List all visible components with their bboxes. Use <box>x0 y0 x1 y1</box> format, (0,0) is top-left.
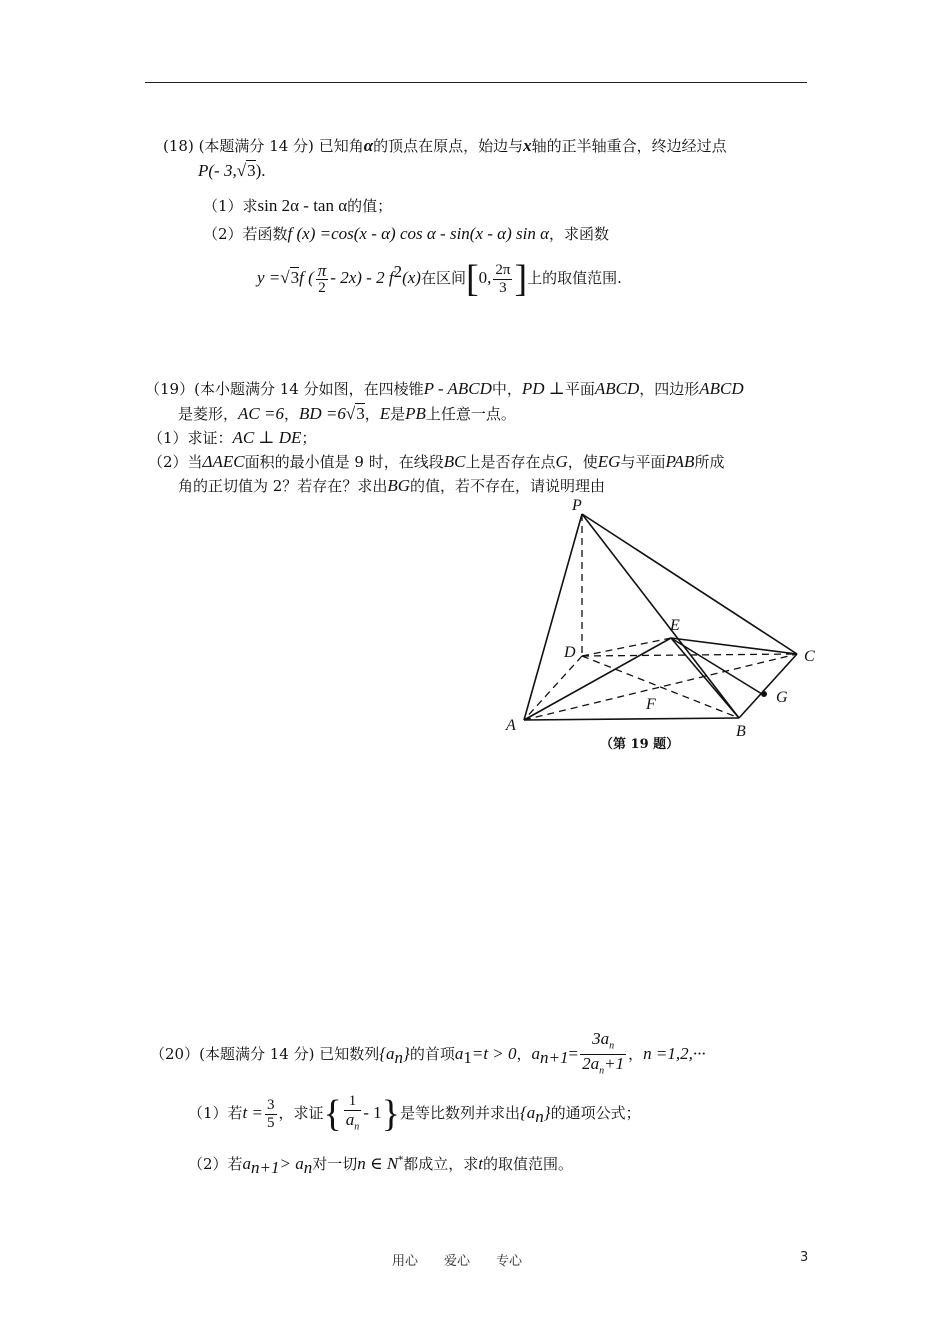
pyramid-figure <box>500 498 830 760</box>
q19-line-4 <box>178 476 605 496</box>
q19-text: 上任意一点。 <box>425 405 516 423</box>
three-fifths <box>265 1097 277 1132</box>
q20-eq: = <box>568 1043 579 1063</box>
q20-seq: {a <box>519 1103 536 1122</box>
q20-number: （20） <box>150 1044 200 1063</box>
q18-y-end: (x) <box>402 268 421 287</box>
page-number: 3 <box>800 1250 809 1265</box>
interval-start: 0, <box>478 268 492 287</box>
q19-expr: AC ⊥ DE <box>232 428 302 447</box>
frac-num: 3 <box>267 1096 275 1113</box>
q19-expr: ΔAEC <box>202 452 245 471</box>
q19-expr: ABCD <box>699 379 744 398</box>
q20-sub: 1 <box>463 1047 472 1067</box>
q18-y-sqrt: 3 <box>290 268 300 287</box>
q20-star: * <box>398 1155 404 1166</box>
q18-point-end: ). <box>255 161 266 180</box>
frac-num: 2π <box>495 261 511 278</box>
brace-left: { <box>323 1093 342 1135</box>
q18-y-f: f ( <box>299 268 314 287</box>
q19-text: 上是否存在点 <box>465 453 556 471</box>
q19-text: ， <box>283 405 299 423</box>
q20-text: 都成立，求 <box>403 1155 479 1173</box>
q20-sub: n+1 <box>540 1047 569 1067</box>
q20-t-var: t <box>478 1154 483 1173</box>
label-g: G <box>776 689 788 706</box>
q19-text: ； <box>301 429 317 447</box>
footer-motto: 用心 爱心 专心 <box>392 1254 523 1269</box>
frac-den-rest: +1 <box>604 1054 625 1074</box>
bracket-left: [ <box>465 258 479 300</box>
q20-line-1 <box>150 1030 706 1076</box>
q19-part1-label: （1）求证： <box>148 429 233 447</box>
q20-text: 对一切 <box>312 1155 358 1173</box>
q18-part1-label: （1）求 <box>203 197 258 215</box>
q20-minus-one: - 1 <box>363 1103 382 1122</box>
q20-text: 的首项 <box>409 1044 455 1063</box>
q19-expr: E <box>379 404 391 423</box>
q20-ineq: > a <box>279 1154 304 1173</box>
frac-den <box>344 1111 362 1135</box>
q20-text: 的取值范围。 <box>482 1155 573 1173</box>
q19-line-2: 是菱形，AC =6，BD =6√3，E是PB上任意一点。 <box>178 404 516 423</box>
q18-sq: 2 <box>393 262 403 281</box>
q20-sub: n <box>535 1107 544 1126</box>
q18-line-1 <box>163 136 727 156</box>
q20-a1: a <box>454 1043 464 1063</box>
frac-num-text: 3a <box>592 1029 610 1048</box>
label-a: A <box>506 717 516 734</box>
q20-sub: n <box>609 1040 615 1052</box>
q20-sub: n <box>303 1158 313 1177</box>
q18-part2-end: ，求函数 <box>549 225 610 243</box>
q20-seq: {a <box>379 1043 395 1063</box>
q20-seq-close: } <box>403 1043 410 1063</box>
q18-text: 的顶点在原点，始边与 <box>373 137 524 155</box>
q20-head: (本题满分 14 分) <box>199 1044 315 1063</box>
q20-part1-label: （1）若 <box>188 1104 243 1122</box>
q19-text: 面积的最小值是 9 时，在线段 <box>244 453 444 471</box>
q20-sub: n+1 <box>251 1158 280 1177</box>
frac-den-text: a <box>345 1109 355 1129</box>
q19-part2 <box>148 452 724 472</box>
q20-sub: n <box>599 1065 605 1077</box>
q18-text: 轴的正半轴重合，终边经过点 <box>531 137 727 155</box>
point-g-dot <box>761 691 767 697</box>
frac-den <box>580 1055 626 1079</box>
q18-number: (18) <box>163 137 194 155</box>
label-b: B <box>736 723 746 740</box>
q18-interval-text: 在区间 <box>420 269 466 287</box>
q19-text: ，使 <box>567 453 598 471</box>
q18-part1-expr: sin 2α - tan α <box>257 196 348 215</box>
pi-over-2 <box>316 262 329 297</box>
q19-expr: P - ABCD <box>423 379 492 398</box>
q20-seq-close: } <box>543 1103 551 1122</box>
frac-den: 5 <box>267 1114 275 1131</box>
header-rule <box>145 82 807 83</box>
q19-line-1 <box>145 379 744 399</box>
q20-a1-rest: =t > 0 <box>471 1043 517 1063</box>
q20-t: t = <box>242 1103 263 1122</box>
q19-part1 <box>148 428 316 448</box>
q19-text: 所成 <box>694 453 725 471</box>
q19-expr: AC =6 <box>238 404 284 423</box>
label-e: E <box>670 617 680 634</box>
q18-part1 <box>203 196 392 216</box>
q19-expr: PAB <box>665 452 695 471</box>
one-over-an <box>344 1093 362 1135</box>
q18-head: (本题满分 14 分) <box>198 137 314 155</box>
q20-sub: n <box>354 1121 360 1133</box>
q20-n-in: n ∈ N <box>357 1154 399 1173</box>
q18-point: P(- 3, <box>198 161 237 180</box>
q19-text: 中， <box>491 380 522 398</box>
figure-caption: （第 19 题） <box>600 737 680 752</box>
q18-alpha: α <box>363 136 374 155</box>
q18-part1-end: 的值； <box>347 197 393 215</box>
q20-anp1: a <box>531 1043 541 1063</box>
q19-expr: BC <box>443 452 466 471</box>
q18-tail: 上的取值范围. <box>527 269 622 287</box>
q19-text: 与平面 <box>620 453 666 471</box>
frac-num: 1 <box>344 1093 362 1111</box>
q20-text: 是等比数列并求出 <box>399 1104 520 1122</box>
frac-den: 2 <box>318 279 326 296</box>
q19-head: (本小题满分 14 分如图，在四棱锥 <box>194 380 424 398</box>
q18-line-2: P(- 3,√3). <box>198 161 266 180</box>
frac-den-text: 2a <box>582 1054 600 1074</box>
q19-text: ， <box>364 405 380 423</box>
bracket-right: ] <box>514 258 528 300</box>
q18-x: x <box>523 136 532 155</box>
label-p: P <box>572 498 582 514</box>
q19-text: 的值，若不存在，请说明理由 <box>410 477 606 495</box>
q20-text: 的通项公式； <box>550 1104 641 1122</box>
q18-text: 已知角 <box>318 137 364 155</box>
q19-text: 平面 <box>564 380 595 398</box>
q18-part2-expr: f (x) =cos(x - α) cos α - sin(x - α) sin α <box>287 224 550 243</box>
frac-num <box>580 1030 626 1055</box>
q20-text: ， <box>628 1044 644 1063</box>
q18-part2 <box>203 224 609 244</box>
q20-text: 已知数列 <box>319 1044 380 1063</box>
q20-anp1: a <box>242 1154 252 1173</box>
q19-expr: BD =6 <box>298 404 346 423</box>
q20-part1 <box>188 1088 641 1138</box>
q20-part2-label: （2）若 <box>188 1155 243 1173</box>
q20-sub: n <box>394 1047 404 1067</box>
q19-text: 角的正切值为 2？若存在？求出 <box>178 477 388 495</box>
q19-expr: PB <box>405 404 426 423</box>
q20-part2 <box>188 1151 573 1178</box>
q19-text: 是 <box>390 405 406 423</box>
label-d: D <box>564 644 576 661</box>
q18-y-mid: - 2x) - 2 f <box>330 268 394 287</box>
q19-expr: EG <box>597 452 621 471</box>
q20-text: ，求证 <box>278 1104 324 1122</box>
q19-expr: ABCD <box>594 379 640 398</box>
q19-part2-label: （2）当 <box>148 453 203 471</box>
q20-n-range: n =1,2,··· <box>643 1043 706 1063</box>
frac-den: 3 <box>499 279 507 296</box>
frac-num: π <box>317 260 327 280</box>
q19-expr: BG <box>387 476 410 495</box>
q18-sqrt: 3 <box>247 161 256 180</box>
q18-function-line: y =√3f ( $\frac{\pi}{2}$ - 2x) - 2 $f^2(x)$在区间[0, $\frac{2\pi}{3}$ ]上的取值范围. <box>257 258 622 300</box>
q19-number: （19） <box>145 380 195 398</box>
brace-right: } <box>381 1093 400 1135</box>
q19-text: 是菱形， <box>178 405 239 423</box>
two-pi-over-3 <box>493 262 512 297</box>
q20-text: ， <box>516 1044 532 1063</box>
q19-text: ，四边形 <box>639 380 700 398</box>
q18-y: y = <box>257 268 281 287</box>
q19-expr: G <box>555 452 568 471</box>
q19-expr: PD ⊥ <box>521 379 565 398</box>
label-c: C <box>804 648 815 665</box>
q18-part2-label: （2）若函数 <box>203 225 288 243</box>
q20-recurrence-fraction <box>580 1030 626 1080</box>
q19-sqrt: 3 <box>356 404 365 423</box>
label-f: F <box>646 696 656 713</box>
